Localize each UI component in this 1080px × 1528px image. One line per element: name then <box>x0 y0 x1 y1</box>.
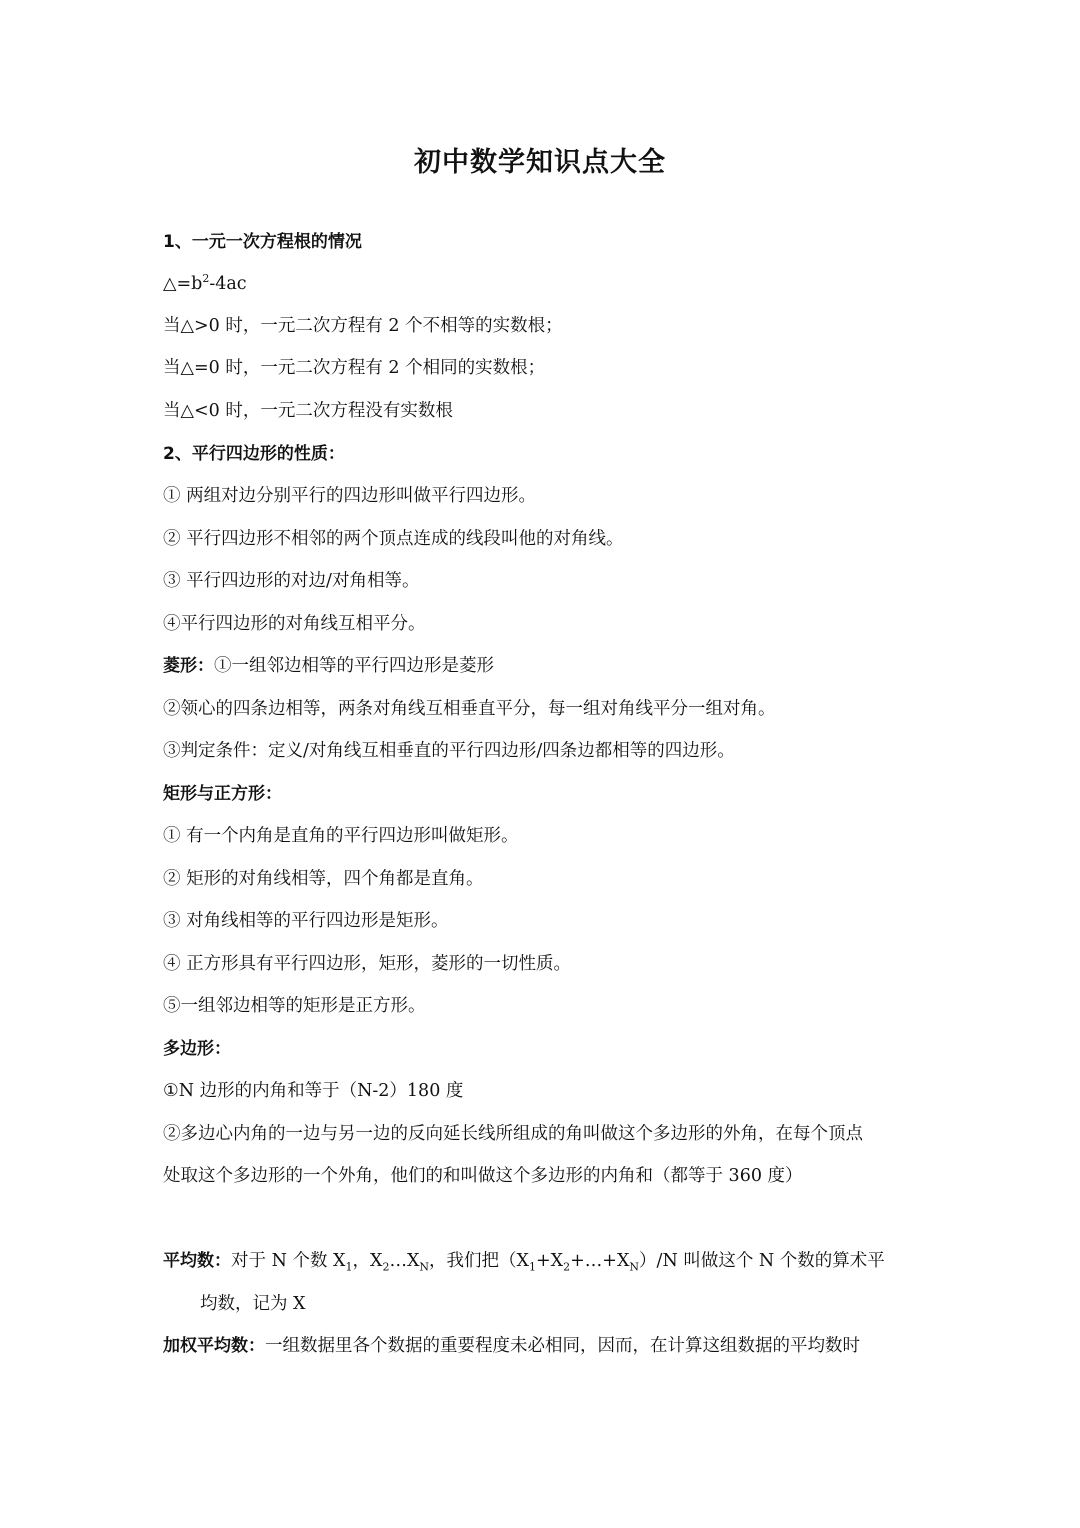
mean-sub: N <box>629 1260 640 1274</box>
section-2-heading: 2、平行四边形的性质： <box>163 444 345 464</box>
discriminant-formula <box>163 272 247 296</box>
mean-text: ，X <box>352 1251 383 1271</box>
mean-label: 平均数： <box>163 1251 231 1271</box>
polygon-heading: 多边形： <box>163 1039 231 1059</box>
mean-text: …X <box>389 1251 420 1271</box>
rect-line: ⑤一组邻边相等的矩形是正方形。 <box>163 996 426 1016</box>
rhombus-line-0: ①一组邻边相等的平行四边形是菱形 <box>214 656 494 676</box>
rhombus-label: 菱形： <box>163 656 214 676</box>
rect-line: ④ 正方形具有平行四边形，矩形，菱形的一切性质。 <box>163 954 572 974</box>
s2-line: ③ 平行四边形的对边/对角相等。 <box>163 571 420 591</box>
section-1-heading: 1、一元一次方程根的情况 <box>163 232 362 252</box>
formula-pre: △=b <box>163 274 203 294</box>
weighted-mean-line <box>163 1334 860 1358</box>
rhombus-line: ②领心的四条边相等，两条对角线互相垂直平分，每一组对角线平分一组对角。 <box>163 699 776 719</box>
weighted-label: 加权平均数： <box>163 1336 265 1356</box>
mean-sub: 1 <box>345 1260 353 1274</box>
mean-text: ）/N 叫做这个 N 个数的算术平 <box>639 1251 885 1271</box>
rect-line: ① 有一个内角是直角的平行四边形叫做矩形。 <box>163 826 519 846</box>
mean-line <box>163 1249 885 1273</box>
mean-text: ，我们把（X <box>429 1251 529 1271</box>
mean-sub: 2 <box>563 1260 571 1274</box>
page-title: 初中数学知识点大全 <box>414 147 666 178</box>
s2-line: ① 两组对边分别平行的四边形叫做平行四边形。 <box>163 486 537 506</box>
rhombus-line: ③判定条件：定义/对角线互相垂直的平行四边形/四条边都相等的四边形。 <box>163 741 735 761</box>
s1-line: 当△<0 时，一元二次方程没有实数根 <box>163 401 453 421</box>
formula-post: -4ac <box>209 274 247 294</box>
s1-line: 当△>0 时，一元二次方程有 2 个不相等的实数根； <box>163 316 563 336</box>
s2-line: ② 平行四边形不相邻的两个顶点连成的线段叫他的对角线。 <box>163 529 624 549</box>
mean-sub: N <box>419 1260 430 1274</box>
polygon-line: ②多边心内角的一边与另一边的反向延长线所组成的角叫做这个多边形的外角，在每个顶点 <box>163 1124 863 1144</box>
mean-continuation: 均数，记为 X <box>200 1294 306 1314</box>
weighted-text: 一组数据里各个数据的重要程度未必相同，因而，在计算这组数据的平均数时 <box>265 1336 860 1356</box>
mean-text: 对于 N 个数 X <box>231 1251 346 1271</box>
mean-text: +X <box>536 1251 564 1271</box>
rhombus-first-line <box>163 654 494 678</box>
mean-sub: 1 <box>529 1260 536 1274</box>
rect-line: ② 矩形的对角线相等，四个角都是直角。 <box>163 869 484 889</box>
polygon-line: 处取这个多边形的一个外角，他们的和叫做这个多边形的内角和（都等于 360 度） <box>163 1166 803 1186</box>
s1-line: 当△=0 时，一元二次方程有 2 个相同的实数根； <box>163 358 546 378</box>
polygon-line: ①N 边形的内角和等于（N-2）180 度 <box>163 1081 464 1101</box>
rect-heading: 矩形与正方形： <box>163 784 282 804</box>
rect-line: ③ 对角线相等的平行四边形是矩形。 <box>163 911 449 931</box>
formula-sup: 2 <box>202 272 210 286</box>
mean-sub: 2 <box>382 1260 390 1274</box>
s2-line: ④平行四边形的对角线互相平分。 <box>163 614 426 634</box>
mean-text: +…+X <box>570 1251 630 1271</box>
